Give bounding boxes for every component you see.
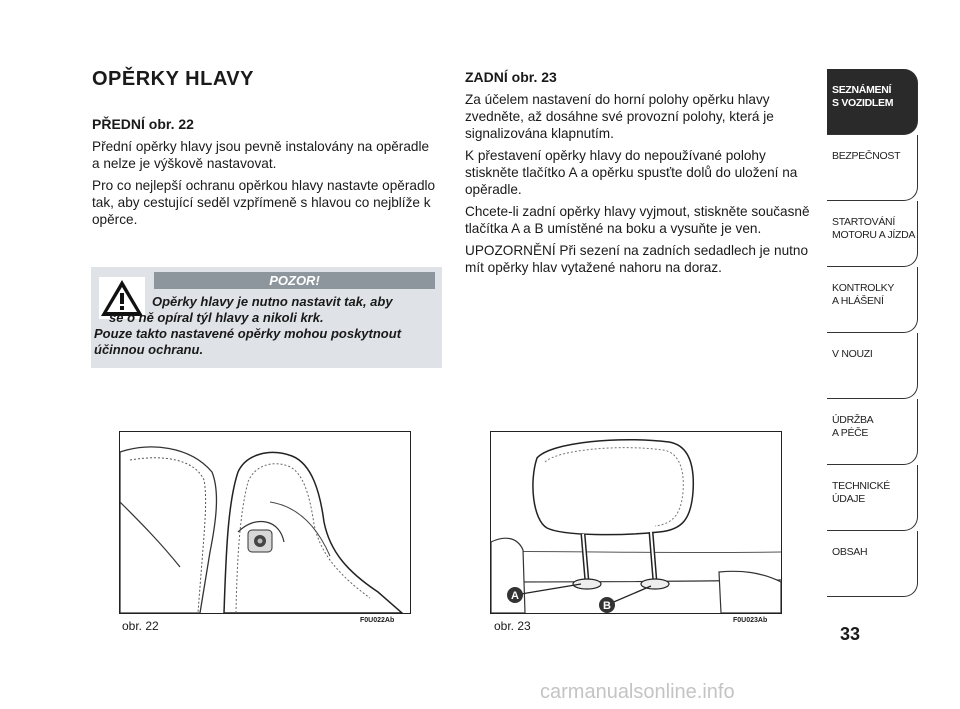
figure-23-code: F0U023Ab: [733, 617, 768, 624]
tab-technicke-udaje[interactable]: TECHNICKÉ ÚDAJE: [827, 465, 918, 531]
label-b: B: [603, 600, 611, 612]
rear-heading: ZADNÍ obr. 23: [465, 69, 557, 85]
rear-paragraph: K přestavení opěrky hlavy do nepoužívané polohy stiskněte tlačítko A a opěrku spusťte dolů do uložení na opěradle.: [465, 148, 798, 197]
rear-paragraph: Chcete-li zadní opěrky hlavy vyjmout, stiskněte současně tlačítka A a B umístěné na boku a vysuňte je ven.: [465, 204, 810, 236]
label-a: A: [511, 590, 519, 602]
front-paragraph: Pro co nejlepší ochranu opěrkou hlavy nastavte opěradlo tak, aby cestující seděl vzpřímeně s hlavou co nejblíže k opěrce.: [92, 178, 436, 227]
front-paragraph: Přední opěrky hlavy jsou pevně instalovány na opěradle a nelze je výškově nastavovat.: [92, 139, 430, 171]
front-headrest-illustration: [120, 432, 410, 613]
figure-22-caption: obr. 22: [122, 619, 159, 633]
warning-header: POZOR!: [154, 272, 435, 289]
rear-paragraph: Za účelem nastavení do horní polohy opěrku hlavy zvedněte, až dosáhne své provozní polohy, která je signalizována klapnutím.: [465, 92, 774, 141]
front-heading: PŘEDNÍ obr. 22: [92, 116, 194, 132]
page-number: 33: [840, 624, 861, 644]
figure-22-front-headrest: [119, 431, 411, 614]
rear-headrest-illustration: [491, 432, 781, 613]
figure-23-rear-headrest: [490, 431, 782, 614]
rear-paragraph: UPOZORNĚNÍ Při sezení na zadních sedadlech je nutno mít opěrky hlav vytažené nahoru na doraz.: [465, 243, 809, 275]
warning-text: Opěrky hlavy je nutno nastavit tak, aby se o ně opíral týl hlavy a nikoli krk. Pouze takto nastavené opěrky mohou poskytnout účinnou ochranu.: [94, 294, 402, 357]
rear-section: [465, 69, 815, 281]
watermark: carmanualsonline.info: [540, 681, 735, 703]
tab-v-nouzi[interactable]: V NOUZI: [827, 333, 918, 399]
tab-startovani[interactable]: STARTOVÁNÍ MOTORU A JÍZDA: [827, 201, 918, 267]
tab-obsah[interactable]: OBSAH: [827, 531, 918, 597]
tab-udrzba[interactable]: ÚDRŽBA A PÉČE: [827, 399, 918, 465]
chapter-sidebar: [827, 69, 918, 597]
page-title: OPĚRKY HLAVY: [92, 68, 254, 90]
figure-22-code: F0U022Ab: [360, 617, 395, 624]
tab-seznameni[interactable]: SEZNÁMENÍ S VOZIDLEM: [827, 69, 918, 135]
warning-box: [91, 267, 442, 368]
tab-bezpecnost[interactable]: BEZPEČNOST: [827, 135, 918, 201]
front-section: [92, 116, 440, 233]
tab-kontrolky[interactable]: KONTROLKY A HLÁŠENÍ: [827, 267, 918, 333]
figure-23-caption: obr. 23: [494, 619, 531, 633]
